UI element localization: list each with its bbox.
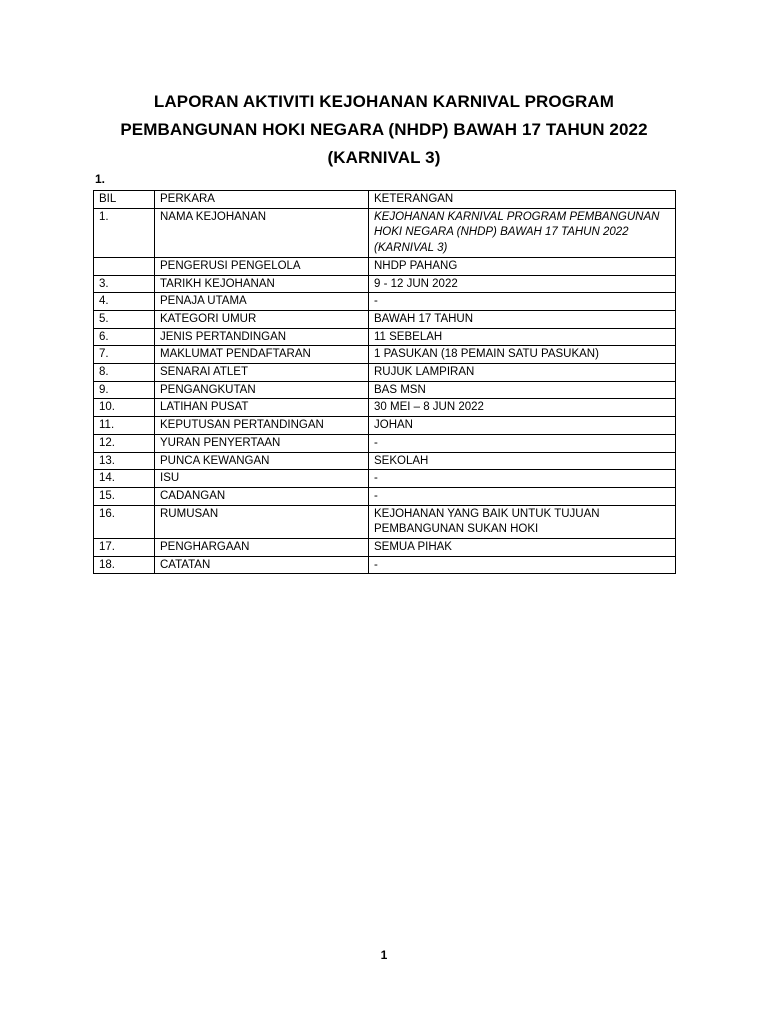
- table-row: [94, 539, 676, 557]
- row-perkara-cell: KATEGORI UMUR: [155, 310, 369, 328]
- row-perkara-cell: PENGERUSI PENGELOLA: [155, 257, 369, 275]
- table-row: [94, 346, 676, 364]
- row-perkara-cell: SENARAI ATLET: [155, 364, 369, 382]
- table-row: [94, 452, 676, 470]
- row-bil-cell: 18.: [94, 556, 155, 574]
- row-bil-cell: 16.: [94, 505, 155, 538]
- row-perkara-cell: PENGANGKUTAN: [155, 381, 369, 399]
- row-perkara-cell: TARIKH KEJOHANAN: [155, 275, 369, 293]
- row-keterangan-cell: -: [369, 293, 676, 311]
- page-number: 1: [380, 948, 388, 962]
- row-perkara-cell: NAMA KEJOHANAN: [155, 208, 369, 257]
- row-bil-cell: 4.: [94, 293, 155, 311]
- table-row: [94, 487, 676, 505]
- table-row: [94, 417, 676, 435]
- report-table: [93, 190, 676, 574]
- row-keterangan-cell: NHDP PAHANG: [369, 257, 676, 275]
- row-bil-cell: 8.: [94, 364, 155, 382]
- row-keterangan-cell: RUJUK LAMPIRAN: [369, 364, 676, 382]
- table-row: [94, 310, 676, 328]
- row-perkara-cell: CADANGAN: [155, 487, 369, 505]
- table-row: [94, 434, 676, 452]
- title-line-2: PEMBANGUNAN HOKI NEGARA (NHDP) BAWAH 17 TAHUN 2022: [120, 120, 648, 139]
- report-table-body: [94, 191, 676, 574]
- row-keterangan-cell: 30 MEI – 8 JUN 2022: [369, 399, 676, 417]
- row-keterangan-cell: 9 - 12 JUN 2022: [369, 275, 676, 293]
- row-keterangan-cell: JOHAN: [369, 417, 676, 435]
- row-bil-cell: 12.: [94, 434, 155, 452]
- row-bil-cell: 6.: [94, 328, 155, 346]
- row-keterangan-cell: 11 SEBELAH: [369, 328, 676, 346]
- row-perkara-cell: PENAJA UTAMA: [155, 293, 369, 311]
- row-bil-cell: 1.: [94, 208, 155, 257]
- row-bil-cell: 7.: [94, 346, 155, 364]
- row-bil-cell: 10.: [94, 399, 155, 417]
- table-row: [94, 364, 676, 382]
- row-keterangan-cell: SEKOLAH: [369, 452, 676, 470]
- header-keterangan: KETERANGAN: [369, 191, 676, 209]
- row-bil-cell: 9.: [94, 381, 155, 399]
- table-row: [94, 556, 676, 574]
- row-perkara-cell: MAKLUMAT PENDAFTARAN: [155, 346, 369, 364]
- row-keterangan-cell: BAWAH 17 TAHUN: [369, 310, 676, 328]
- row-keterangan-cell: -: [369, 487, 676, 505]
- row-perkara-cell: LATIHAN PUSAT: [155, 399, 369, 417]
- table-row: [94, 275, 676, 293]
- row-bil-cell: [94, 257, 155, 275]
- section-number: 1.: [95, 172, 106, 186]
- header-bil: BIL: [94, 191, 155, 209]
- table-row: [94, 470, 676, 488]
- header-perkara: PERKARA: [155, 191, 369, 209]
- table-row: [94, 505, 676, 538]
- row-bil-cell: 3.: [94, 275, 155, 293]
- table-row: [94, 208, 676, 257]
- table-row: [94, 257, 676, 275]
- table-row: [94, 381, 676, 399]
- row-keterangan-cell: BAS MSN: [369, 381, 676, 399]
- row-bil-cell: 5.: [94, 310, 155, 328]
- row-perkara-cell: RUMUSAN: [155, 505, 369, 538]
- row-bil-cell: 11.: [94, 417, 155, 435]
- row-keterangan-cell: SEMUA PIHAK: [369, 539, 676, 557]
- title-line-3: (KARNIVAL 3): [327, 148, 441, 167]
- row-bil-cell: 15.: [94, 487, 155, 505]
- table-row: [94, 399, 676, 417]
- row-keterangan-cell: -: [369, 470, 676, 488]
- row-bil-cell: 14.: [94, 470, 155, 488]
- title-line-1: LAPORAN AKTIVITI KEJOHANAN KARNIVAL PROGRAM: [153, 92, 615, 111]
- row-keterangan-cell: KEJOHANAN KARNIVAL PROGRAM PEMBANGUNAN HOKI NEGARA (NHDP) BAWAH 17 TAHUN 2022 (KARNIVAL 3): [369, 208, 676, 257]
- row-keterangan-cell: 1 PASUKAN (18 PEMAIN SATU PASUKAN): [369, 346, 676, 364]
- table-row: [94, 328, 676, 346]
- row-perkara-cell: ISU: [155, 470, 369, 488]
- table-header-row: [94, 191, 676, 209]
- row-keterangan-cell: KEJOHANAN YANG BAIK UNTUK TUJUAN PEMBANGUNAN SUKAN HOKI: [369, 505, 676, 538]
- row-bil-cell: 13.: [94, 452, 155, 470]
- row-perkara-cell: CATATAN: [155, 556, 369, 574]
- row-perkara-cell: KEPUTUSAN PERTANDINGAN: [155, 417, 369, 435]
- row-perkara-cell: YURAN PENYERTAAN: [155, 434, 369, 452]
- row-perkara-cell: PENGHARGAAN: [155, 539, 369, 557]
- row-keterangan-cell: -: [369, 434, 676, 452]
- row-perkara-cell: PUNCA KEWANGAN: [155, 452, 369, 470]
- row-perkara-cell: JENIS PERTANDINGAN: [155, 328, 369, 346]
- row-bil-cell: 17.: [94, 539, 155, 557]
- document-title: [0, 88, 768, 172]
- row-keterangan-cell: -: [369, 556, 676, 574]
- table-row: [94, 293, 676, 311]
